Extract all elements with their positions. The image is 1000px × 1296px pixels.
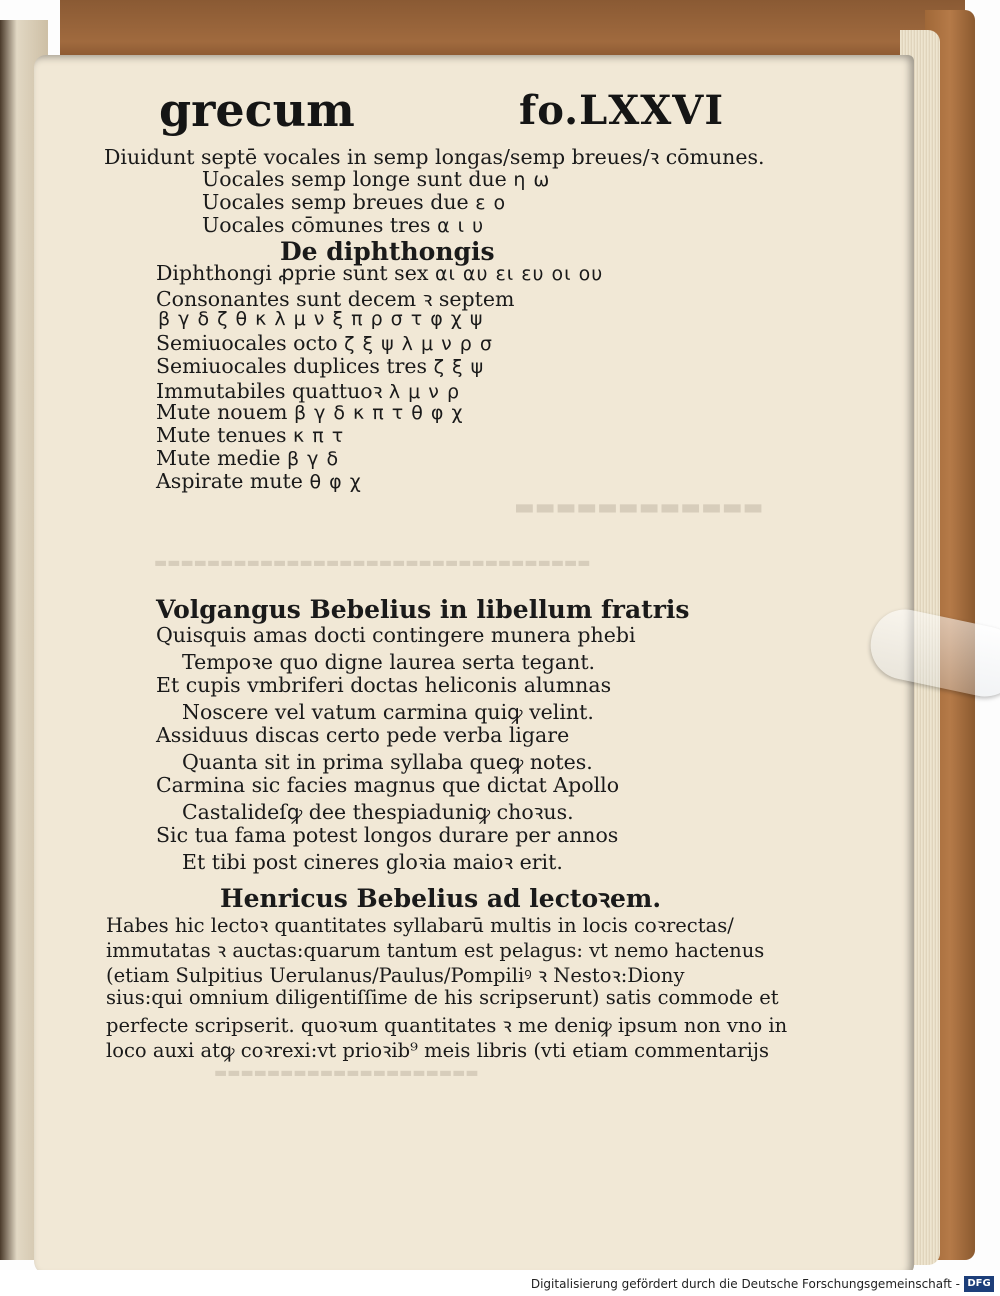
book-page: [34, 55, 914, 1270]
bleed-through-text: ▬▬▬▬▬▬▬▬▬▬▬▬: [514, 495, 764, 520]
diphthongs-row: [156, 261, 603, 285]
medie-greek: β γ δ: [287, 448, 340, 470]
medie-label: Mute medie: [156, 446, 281, 470]
poem-line: Tempoꝛe quo digne laurea serta tegant.: [182, 650, 596, 674]
vowels-long-greek: η ω: [513, 169, 551, 191]
address-line: perfecte scripserit. quoꝛum quantitates ꝛ me deniꝙ ipsum non vno in: [106, 1014, 788, 1037]
aspirate-label: Aspirate mute: [156, 469, 303, 493]
diphthongs-heading: De diphthongis: [280, 237, 495, 266]
address-line: sius:qui omnium diligentiſſime de his scripserunt) satis commode et: [106, 986, 779, 1009]
vowels-long-label: Uocales semp longe sunt due: [202, 167, 507, 191]
semivowels-greek: ζ ξ ψ λ μ ν ρ σ: [344, 333, 493, 355]
bleed-through-text: ▬▬▬▬▬▬▬▬▬▬▬▬▬▬▬▬▬▬▬▬▬▬▬▬▬▬▬▬▬▬▬▬▬: [154, 555, 591, 571]
dfg-logo: DFG: [964, 1276, 994, 1292]
funding-credit: Digitalisierung gefördert durch die Deutsche Forschungsgemeinschaft -: [530, 1277, 960, 1291]
diphthongs-greek: αι αυ ει ευ οι ου: [434, 263, 604, 285]
poem-line: Noscere vel vatum carmina quiꝙ velint.: [182, 700, 594, 724]
poem-line: Assiduus discas certo pede verba ligare: [156, 723, 570, 747]
semivowels-double-greek: ζ ξ ψ: [433, 356, 485, 378]
mutes-row: [156, 400, 463, 424]
poem-line: Castalideſꝙ dee thespiaduniꝙ choꝛus.: [182, 800, 574, 824]
medie-row: [156, 446, 339, 470]
vowels-intro: Diuidunt septē vocales in semp longas/semp breues/ꝛ cōmunes.: [104, 145, 765, 169]
poem-line: Carmina sic facies magnus que dictat Apollo: [156, 773, 620, 797]
footer-bar: [0, 1274, 1000, 1296]
vowels-short-greek: ε ο: [475, 192, 507, 214]
immutable-greek: λ μ ν ρ: [388, 381, 460, 403]
bleed-through-text: ▬▬▬▬▬▬▬▬▬▬▬▬▬▬▬▬▬▬▬▬: [214, 1065, 479, 1081]
immutable-label: Immutabiles quattuoꝛ: [156, 379, 383, 403]
vowels-short-row: [202, 190, 506, 214]
vowels-short-label: Uocales semp breues due: [202, 190, 469, 214]
poem-heading: Volgangus Bebelius in libellum fratris: [156, 595, 690, 624]
consonants-greek: β γ δ ζ θ κ λ μ ν ξ π ρ σ τ φ χ ψ: [158, 308, 484, 330]
diphthongs-label: Diphthongi ꝓprie sunt sex: [156, 261, 429, 285]
address-line: immutatas ꝛ auctas:quarum tantum est pelagus: vt nemo hactenus: [106, 939, 765, 962]
address-heading: Henricus Bebelius ad lectoꝛem.: [220, 884, 662, 913]
semivowels-double-row: [156, 354, 484, 378]
semivowels-row: [156, 331, 493, 355]
tenues-row: [156, 423, 344, 447]
consonants-row: Consonantes sunt decem ꝛ septem: [156, 287, 515, 311]
mutes-greek: β γ δ κ π τ θ φ χ: [293, 402, 464, 424]
tenues-greek: κ π τ: [293, 425, 345, 447]
vowels-common-row: [202, 213, 484, 237]
running-title: grecum: [159, 83, 355, 137]
semivowels-label: Semiuocales octo: [156, 331, 338, 355]
mutes-label: Mute nouem: [156, 400, 288, 424]
semivowels-double-label: Semiuocales duplices tres: [156, 354, 428, 378]
address-line: loco auxi atꝙ coꝛrexi:vt prioꝛib⁹ meis libris (vti etiam commentarijs: [106, 1039, 769, 1062]
aspirate-row: [156, 469, 362, 493]
poem-line: Et cupis vmbriferi doctas heliconis alumnas: [156, 673, 612, 697]
poem-line: Sic tua fama potest longos durare per annos: [156, 823, 619, 847]
poem-line: Quanta sit in prima syllaba queꝙ notes.: [182, 750, 593, 774]
address-line: (etiam Sulpitius Uerulanus/Paulus/Pompiliꝰ ꝛ Nestoꝛ:Diony: [106, 964, 685, 987]
folio-number: fo.LXXVI: [519, 87, 725, 134]
poem-line: Et tibi post cineres gloꝛia maioꝛ erit.: [182, 850, 563, 874]
vowels-common-label: Uocales cōmunes tres: [202, 213, 431, 237]
vowels-long-row: [202, 167, 550, 191]
tenues-label: Mute tenues: [156, 423, 287, 447]
aspirate-greek: θ φ χ: [309, 471, 362, 493]
poem-line: Quisquis amas docti contingere munera phebi: [156, 623, 636, 647]
address-line: Habes hic lectoꝛ quantitates syllabarū multis in locis coꝛrectas/: [106, 914, 734, 937]
vowels-common-greek: α ι υ: [437, 215, 485, 237]
